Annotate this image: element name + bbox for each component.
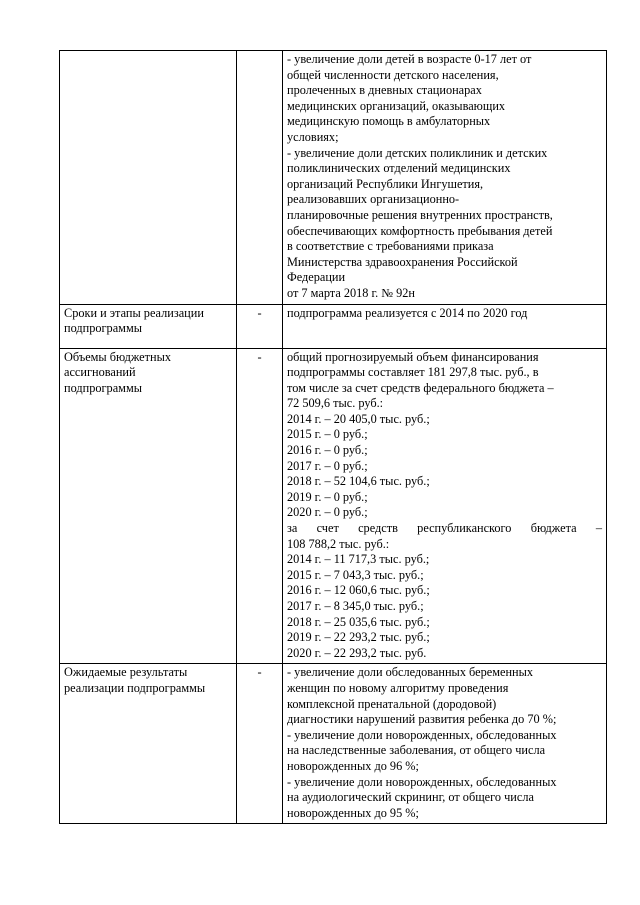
text-line: комплексной пренатальной (дородовой): [287, 696, 497, 711]
text-line: 2016 г. – 0 руб.;: [287, 443, 368, 458]
text-line: 2017 г. – 0 руб.;: [287, 458, 368, 473]
text-line: женщин по новому алгоритму проведения: [287, 680, 509, 695]
row-label-line: подпрограммы: [64, 380, 142, 395]
text-line: 2017 г. – 8 345,0 тыс. руб.;: [287, 599, 424, 613]
text-line: - увеличение доли детских поликлиник и детских: [287, 145, 548, 160]
dash-cell: [237, 51, 283, 305]
text-line: Министерства здравоохранения Российской: [287, 254, 518, 269]
text-line: поликлинических отделений медицинских: [287, 161, 511, 176]
dash-cell: -: [237, 348, 283, 664]
dash-cell: -: [237, 304, 283, 348]
text-line: 72 509,6 тыс. руб.:: [287, 396, 384, 411]
text-line: подпрограмма реализуется с 2014 по 2020 год: [287, 305, 528, 320]
table-row-indicators-continued: [60, 51, 607, 305]
row-label-line: ассигнований: [64, 365, 136, 380]
text-line: за счет средств республиканского бюджета –: [287, 521, 602, 536]
text-line: 2018 г. – 52 104,6 тыс. руб.;: [287, 474, 430, 489]
text-line: условиях;: [287, 129, 339, 144]
row-label-cell: [60, 51, 237, 305]
row-label-line: реализации подпрограммы: [64, 680, 206, 695]
text-line: общей численности детского населения,: [287, 67, 499, 82]
table-row-terms: [60, 304, 607, 348]
text-line: 2015 г. – 7 043,3 тыс. руб.;: [287, 567, 424, 582]
text-line: в соответствие с требованиями приказа: [287, 239, 494, 254]
row-label-line: Ожидаемые результаты: [64, 665, 188, 680]
text-line: - увеличение доли детей в возрасте 0-17 лет от: [287, 52, 532, 66]
row-value-cell: [283, 348, 607, 664]
text-line: - увеличение доли обследованных беременных: [287, 665, 534, 680]
text-line: пролеченных в дневных стационарах: [287, 83, 482, 98]
row-value-cell: [283, 664, 607, 824]
text-line: - увеличение доли новорожденных, обследованных: [287, 727, 557, 742]
row-label-cell: [60, 304, 237, 348]
row-label-line: Объемы бюджетных: [64, 349, 171, 364]
text-line: диагностики нарушений развития ребенка до 70 %;: [287, 712, 557, 727]
text-line: реализовавших организационно-: [287, 192, 460, 207]
table-row-budget: [60, 348, 607, 664]
text-line: том числе за счет средств федерального бюджета –: [287, 380, 554, 395]
text-line: 2014 г. – 20 405,0 тыс. руб.;: [287, 411, 430, 426]
text-line: 2020 г. – 0 руб.;: [287, 505, 368, 520]
row-label-line: Сроки и этапы реализации: [64, 305, 204, 320]
text-line: подпрограммы составляет 181 297,8 тыс. руб., в: [287, 365, 539, 380]
text-line: обеспечивающих комфортность пребывания детей: [287, 223, 553, 238]
row-label-line: подпрограммы: [64, 321, 142, 336]
text-line: медицинскую помощь в амбулаторных: [287, 114, 491, 129]
row-value-cell: [283, 304, 607, 348]
text-line: 2014 г. – 11 717,3 тыс. руб.;: [287, 552, 430, 567]
text-line: организаций Республики Ингушетия,: [287, 176, 484, 191]
text-line: на аудиологический скрининг, от общего числа: [287, 790, 534, 805]
row-label-cell: [60, 348, 237, 664]
text-line: от 7 марта 2018 г. № 92н: [287, 285, 416, 300]
text-line: 2020 г. – 22 293,2 тыс. руб.: [287, 645, 427, 660]
text-line: 2016 г. – 12 060,6 тыс. руб.;: [287, 583, 430, 598]
text-line: 2018 г. – 25 035,6 тыс. руб.;: [287, 614, 430, 629]
text-line: планировочные решения внутренних пространств,: [287, 207, 553, 222]
text-line: медицинских организаций, оказывающих: [287, 98, 506, 113]
text-line: 2015 г. – 0 руб.;: [287, 427, 368, 442]
dash-cell: -: [237, 664, 283, 824]
text-line: Федерации: [287, 270, 346, 285]
text-line: на наследственные заболевания, от общего числа: [287, 743, 546, 758]
text-line: 2019 г. – 22 293,2 тыс. руб.;: [287, 630, 430, 645]
table-row-expected-results: [60, 664, 607, 824]
text-line: 2019 г. – 0 руб.;: [287, 489, 368, 504]
passport-table: [59, 50, 607, 824]
text-line: - увеличение доли новорожденных, обследованных: [287, 774, 557, 789]
text-line: 108 788,2 тыс. руб.:: [287, 536, 390, 551]
row-value-cell: [283, 51, 607, 305]
row-label-cell: [60, 664, 237, 824]
text-line: новорожденных до 96 %;: [287, 758, 419, 773]
text-line: общий прогнозируемый объем финансирования: [287, 349, 539, 364]
text-line: новорожденных до 95 %;: [287, 805, 419, 820]
